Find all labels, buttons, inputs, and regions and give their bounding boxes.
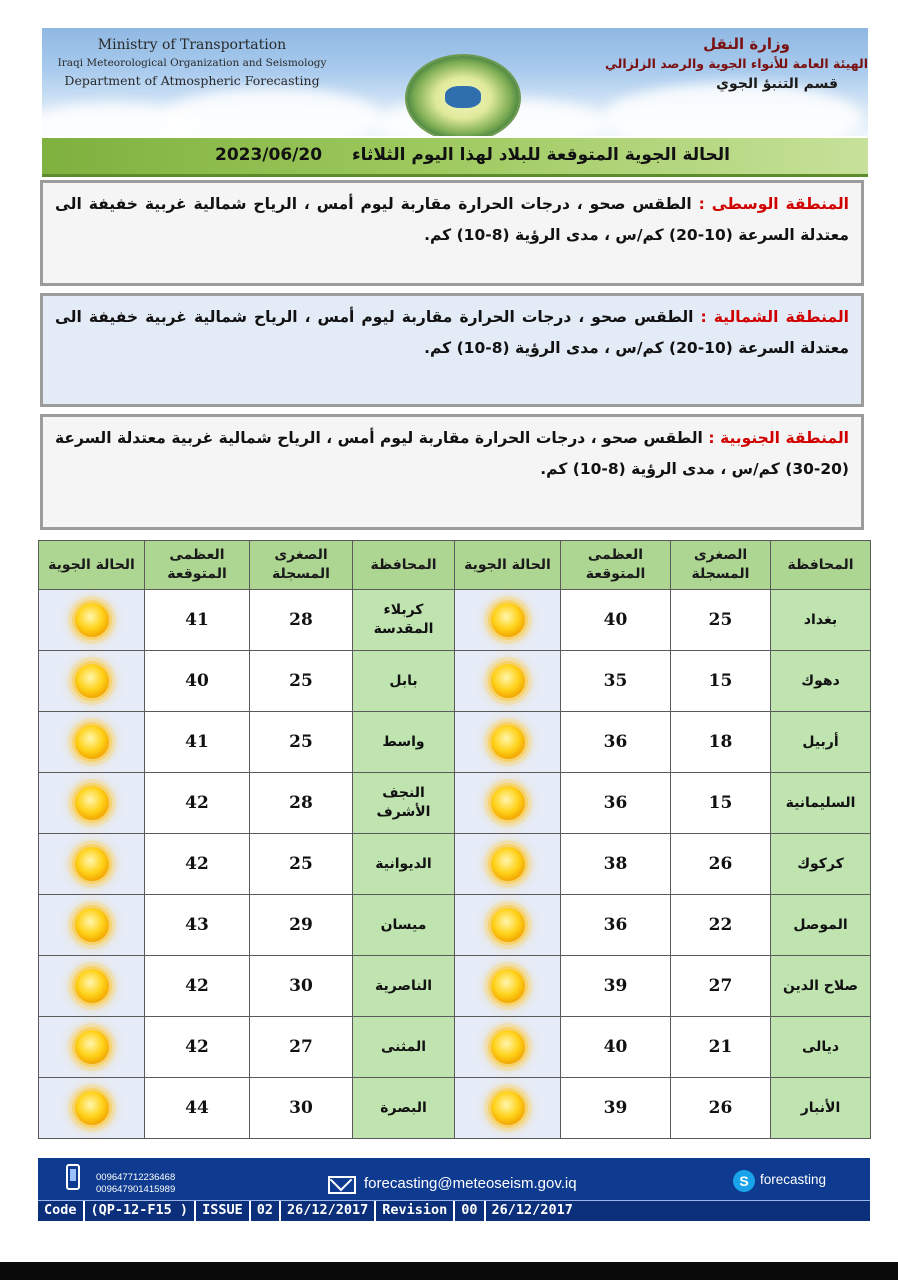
issue-label: ISSUE (196, 1201, 251, 1221)
min-temp-cell: 28 (250, 773, 353, 834)
province-cell: بابل (353, 651, 455, 712)
sun-icon (75, 847, 109, 881)
region-label: المنطقة الجنوبية : (708, 429, 849, 447)
region-central (40, 180, 864, 286)
max-temp-cell: 36 (561, 712, 671, 773)
max-temp-cell: 40 (145, 651, 250, 712)
max-temp-cell: 42 (145, 834, 250, 895)
province-cell: دهوك (771, 651, 871, 712)
max-temp-cell: 42 (145, 773, 250, 834)
min-temp-cell: 25 (671, 590, 771, 651)
weather-cell (455, 956, 561, 1017)
province-cell: ديالى (771, 1017, 871, 1078)
max-temp-cell: 40 (561, 1017, 671, 1078)
min-temp-cell: 30 (250, 1078, 353, 1139)
page-title-text: الحالة الجوية المتوقعة للبلاد لهذا اليوم الثلاثاء (351, 145, 730, 165)
region-label: المنطقة الوسطى : (698, 195, 849, 213)
organization-title: Iraqi Meteorological Organization and Seismology (57, 57, 327, 69)
department-title-arabic: قسم التنبؤ الجوي (716, 76, 838, 92)
page-title (215, 145, 730, 165)
organization-logo (407, 56, 519, 136)
header-banner (42, 28, 868, 136)
table-row (39, 651, 871, 712)
province-cell: ميسان (353, 895, 455, 956)
min-temp-cell: 15 (671, 773, 771, 834)
sun-icon (75, 725, 109, 759)
min-temp-cell: 21 (671, 1017, 771, 1078)
weather-cell (455, 773, 561, 834)
sun-icon (75, 786, 109, 820)
header-weather: الحالة الجوية (455, 541, 561, 590)
min-temp-cell: 25 (250, 712, 353, 773)
table-row (39, 834, 871, 895)
table-header-row (39, 541, 871, 590)
sun-icon (491, 847, 525, 881)
revision-value: 00 (455, 1201, 485, 1221)
weather-cell (39, 590, 145, 651)
sun-icon (75, 1030, 109, 1064)
region-southern (40, 414, 864, 530)
sun-icon (491, 1030, 525, 1064)
region-label: المنطقة الشمالية : (700, 308, 849, 326)
province-cell: كربلاء المقدسة (353, 590, 455, 651)
sun-icon (75, 908, 109, 942)
max-temp-cell: 43 (145, 895, 250, 956)
issue-value: 02 (251, 1201, 281, 1221)
weather-cell (39, 1017, 145, 1078)
province-cell: الناصرية (353, 956, 455, 1017)
max-temp-cell: 42 (145, 956, 250, 1017)
sun-icon (491, 969, 525, 1003)
province-cell: أربيل (771, 712, 871, 773)
province-cell: كركوك (771, 834, 871, 895)
revision-label: Revision (376, 1201, 455, 1221)
page-edge (0, 1262, 898, 1280)
sun-icon (491, 603, 525, 637)
department-title: Department of Atmospheric Forecasting (64, 73, 320, 88)
province-cell: النجف الأشرف (353, 773, 455, 834)
min-temp-cell: 28 (250, 590, 353, 651)
weather-cell (455, 834, 561, 895)
min-temp-cell: 25 (250, 651, 353, 712)
weather-cell (455, 590, 561, 651)
province-cell: البصرة (353, 1078, 455, 1139)
max-temp-cell: 44 (145, 1078, 250, 1139)
region-forecast-text: الطقس صحو ، درجات الحرارة مقاربة ليوم أمس ، الرياح شمالية غربية خفيفة الى معتدلة السرعة (10-20) كم/س ، مدى الرؤية (8-10) كم. (55, 308, 849, 357)
min-temp-cell: 22 (671, 895, 771, 956)
min-temp-cell: 26 (671, 834, 771, 895)
weather-cell (39, 956, 145, 1017)
header-province: المحافظة (771, 541, 871, 590)
ministry-title: Ministry of Transportation (97, 37, 287, 53)
header-min-temp: الصغرى المسجلة (671, 541, 771, 590)
province-cell: بغداد (771, 590, 871, 651)
min-temp-cell: 18 (671, 712, 771, 773)
min-temp-cell: 30 (250, 956, 353, 1017)
weather-cell (455, 651, 561, 712)
table-row (39, 1017, 871, 1078)
min-temp-cell: 15 (671, 651, 771, 712)
max-temp-cell: 38 (561, 834, 671, 895)
code-value: (QP-12-F15 ) (85, 1201, 197, 1221)
code-label: Code (38, 1201, 85, 1221)
max-temp-cell: 36 (561, 895, 671, 956)
province-cell: السليمانية (771, 773, 871, 834)
weather-cell (39, 773, 145, 834)
ministry-name-english (42, 36, 342, 90)
mail-icon (328, 1176, 356, 1194)
region-forecast-text: الطقس صحو ، درجات الحرارة مقاربة ليوم أمس ، الرياح شمالية غربية معتدلة السرعة (20-30) كم/س ، مدى الرؤية (8-10) كم. (55, 429, 849, 478)
sun-icon (75, 969, 109, 1003)
max-temp-cell: 40 (561, 590, 671, 651)
max-temp-cell: 35 (561, 651, 671, 712)
table-row (39, 1078, 871, 1139)
sun-icon (491, 664, 525, 698)
document-code-bar (38, 1200, 870, 1221)
ministry-name-arabic (588, 34, 868, 94)
sun-icon (491, 908, 525, 942)
forecast-date: 2023/06/20 (214, 145, 323, 165)
max-temp-cell: 41 (145, 590, 250, 651)
sun-icon (75, 664, 109, 698)
min-temp-cell: 29 (250, 895, 353, 956)
revision-date: 26/12/2017 (491, 1202, 573, 1218)
footer-bar (38, 1158, 870, 1220)
max-temp-cell: 39 (561, 956, 671, 1017)
weather-cell (39, 895, 145, 956)
weather-cell (39, 651, 145, 712)
min-temp-cell: 25 (250, 834, 353, 895)
skype-handle: forecasting (760, 1172, 827, 1187)
issue-date: 26/12/2017 (281, 1201, 376, 1221)
header-weather: الحالة الجوية (39, 541, 145, 590)
weather-cell (455, 712, 561, 773)
phone-number: 009647712236468 (96, 1172, 176, 1183)
region-northern (40, 293, 864, 407)
min-temp-cell: 26 (671, 1078, 771, 1139)
temperature-table (38, 540, 871, 1139)
max-temp-cell: 41 (145, 712, 250, 773)
min-temp-cell: 27 (671, 956, 771, 1017)
sun-icon (75, 1091, 109, 1125)
weather-cell (39, 712, 145, 773)
header-max-temp: العظمى المتوقعة (145, 541, 250, 590)
title-bar (42, 138, 868, 177)
weather-cell (455, 895, 561, 956)
table-row (39, 956, 871, 1017)
sun-icon (491, 786, 525, 820)
region-forecast-text: الطقس صحو ، درجات الحرارة مقاربة ليوم أمس ، الرياح شمالية غربية خفيفة الى معتدلة السرعة (10-20) كم/س ، مدى الرؤية (8-10) كم. (55, 195, 849, 244)
province-cell: صلاح الدين (771, 956, 871, 1017)
phone-numbers (96, 1172, 175, 1196)
province-cell: الأنبار (771, 1078, 871, 1139)
max-temp-cell: 36 (561, 773, 671, 834)
email-address: forecasting@meteoseism.gov.iq (364, 1175, 577, 1192)
table-row (39, 590, 871, 651)
province-cell: الموصل (771, 895, 871, 956)
phone-number: 009647901415989 (96, 1184, 176, 1195)
phone-icon (66, 1164, 80, 1190)
table-row (39, 773, 871, 834)
weather-cell (39, 1078, 145, 1139)
province-cell: الديوانية (353, 834, 455, 895)
table-row (39, 895, 871, 956)
organization-title-arabic: الهيئة العامة للأنواء الجوية والرصد الزلزالي (605, 56, 868, 71)
max-temp-cell: 39 (561, 1078, 671, 1139)
min-temp-cell: 27 (250, 1017, 353, 1078)
sun-icon (491, 725, 525, 759)
ministry-title-arabic: وزارة النقل (703, 35, 790, 53)
header-max-temp: العظمى المتوقعة (561, 541, 671, 590)
weather-cell (455, 1078, 561, 1139)
province-cell: واسط (353, 712, 455, 773)
header-province: المحافظة (353, 541, 455, 590)
sun-icon (491, 1091, 525, 1125)
weather-cell (455, 1017, 561, 1078)
header-min-temp: الصغرى المسجلة (250, 541, 353, 590)
table-row (39, 712, 871, 773)
max-temp-cell: 42 (145, 1017, 250, 1078)
weather-cell (39, 834, 145, 895)
province-cell: المثنى (353, 1017, 455, 1078)
sun-icon (75, 603, 109, 637)
skype-icon: S (733, 1170, 755, 1192)
logo-emblem-icon (445, 86, 481, 108)
